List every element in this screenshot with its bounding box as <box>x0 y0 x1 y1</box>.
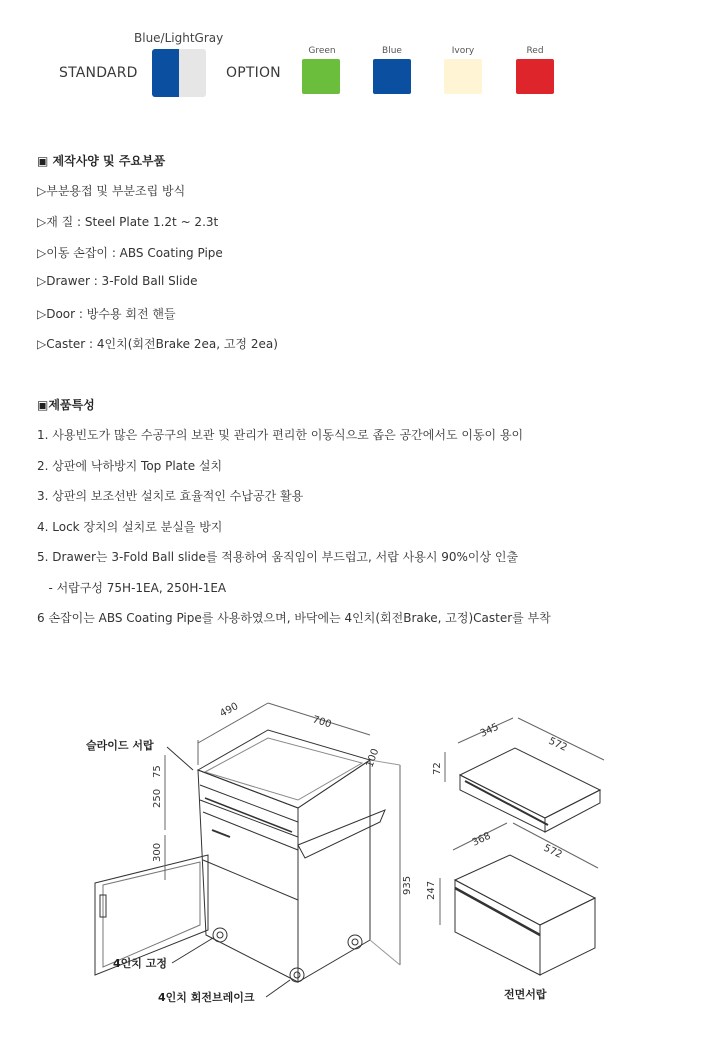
option-name-green: Green <box>308 46 336 56</box>
label-fixed-caster: 4인치 고정 <box>113 957 167 970</box>
dim-935: 935 <box>402 875 413 895</box>
feature-item: - 서랍구성 75H-1EA, 250H-1EA <box>37 581 227 595</box>
option-name-blue: Blue <box>382 46 402 56</box>
spec-item: ▷재 질 : Steel Plate 1.2t ~ 2.3t <box>37 215 219 229</box>
spec-item: ▷Door : 방수용 회전 핸들 <box>37 307 176 321</box>
spec-item: ▷Drawer : 3-Fold Ball Slide <box>37 274 198 288</box>
dim-368: 368 <box>470 830 493 849</box>
dim-490: 490 <box>218 700 241 720</box>
spec-item: ▷부분용접 및 부분조립 방식 <box>37 184 186 198</box>
option-label: OPTION <box>226 65 281 81</box>
drawer-top <box>460 748 600 818</box>
option-swatch-red <box>516 59 554 94</box>
dim-572a: 572 <box>546 735 569 754</box>
feature-item: 5. Drawer는 3-Fold Ball slide를 적용하여 움직임이 부드럽고, 서랍 사용시 90%이상 인출 <box>37 550 519 564</box>
standard-swatch-lightgray <box>179 49 206 97</box>
dim-100: 100 <box>364 747 382 770</box>
option-swatch-ivory <box>444 59 482 94</box>
feature-item: 1. 사용빈도가 많은 수공구의 보관 및 관리가 편리한 이동식으로 좁은 공간에서도 이동이 용이 <box>37 428 524 442</box>
option-name-red: Red <box>526 46 544 56</box>
feature-item: 4. Lock 장치의 설치로 분실을 방지 <box>37 520 223 534</box>
features-heading: ▣제품특성 <box>37 398 95 412</box>
spec-item: ▷이동 손잡이 : ABS Coating Pipe <box>37 246 223 260</box>
option-swatch-green <box>302 59 340 94</box>
label-slide-drawer: 슬라이드 서랍 <box>86 739 154 752</box>
standard-swatch-blue <box>152 49 179 97</box>
feature-item: 6 손잡이는 ABS Coating Pipe를 사용하였으며, 바닥에는 4인치(회전Brake, 고정)Caster를 부착 <box>37 611 551 625</box>
option-swatch-blue <box>373 59 411 94</box>
dim-345: 345 <box>478 721 501 740</box>
drawer-front <box>455 855 595 925</box>
label-brake-caster: 4인치 회전브레이크 <box>158 991 255 1004</box>
feature-item: 2. 상판에 낙하방지 Top Plate 설치 <box>37 459 223 473</box>
standard-color-name: Blue/LightGray <box>134 31 224 45</box>
dim-250: 250 <box>152 788 163 808</box>
specs-heading: ▣ 제작사양 및 주요부품 <box>37 154 166 168</box>
standard-label: STANDARD <box>59 65 138 81</box>
option-name-ivory: Ivory <box>451 46 475 56</box>
dim-300: 300 <box>152 842 163 862</box>
feature-item: 3. 상판의 보조선반 설치로 효율적인 수납공간 활용 <box>37 489 304 503</box>
dim-572b: 572 <box>541 842 564 861</box>
spec-item: ▷Caster : 4인치(회전Brake 2ea, 고정 2ea) <box>37 337 278 351</box>
technical-drawing <box>0 680 709 1040</box>
dim-247: 247 <box>426 880 437 900</box>
dim-700: 700 <box>311 714 333 731</box>
dim-72: 72 <box>432 762 443 775</box>
label-front-drawer: 전면서랍 <box>504 988 547 1001</box>
dim-75: 75 <box>152 765 163 778</box>
